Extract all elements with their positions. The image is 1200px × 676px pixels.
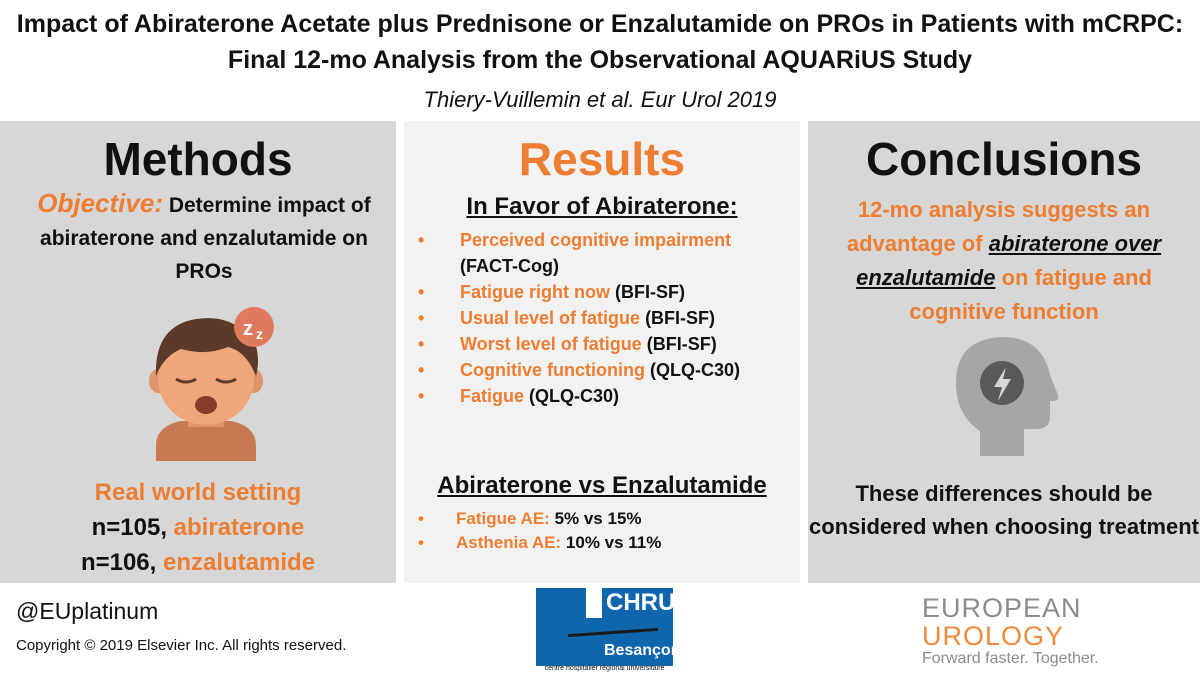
list-item: • Usual level of fatigue (BFI-SF) (418, 308, 716, 328)
eu-logo-line2: UROLOGY (922, 621, 1065, 651)
n1-drug: abiraterone (173, 514, 305, 541)
svg-text:z: z (256, 326, 263, 342)
list-item: • Asthenia AE: 10% vs 11% (418, 533, 662, 552)
setting-text: Real world setting (94, 479, 302, 506)
methods-heading: Methods (103, 133, 293, 185)
conclusion-bottom: These differences should be considered when choosing treatment (809, 481, 1199, 539)
objective-label: Objective: (37, 188, 163, 218)
chru-name: CHRU (606, 589, 676, 616)
eu-logo-line1: EUROPEAN (922, 593, 1082, 623)
list-item: • Perceived cognitive impairment (FACT-Cog) (418, 230, 732, 276)
head-lightning-icon (950, 331, 1060, 456)
results-panel (404, 121, 800, 583)
page-title: Impact of Abiraterone Acetate plus Prednisone or Enzalutamide on PROs in Patients with mCRPC: Final 12-mo Analysis from the Observational AQUARiUS Study (16, 10, 1184, 74)
sleepy-face-icon (136, 301, 276, 461)
conclusion-after: on fatigue and cognitive function (909, 265, 1152, 324)
chru-subtitle: centre hospitalier régional universitaire (544, 665, 665, 672)
conclusions-heading: Conclusions (865, 133, 1143, 185)
vs-list (414, 507, 794, 555)
favor-heading: In Favor of Abiraterone: (466, 193, 738, 220)
european-urology-logo (922, 594, 1162, 668)
n2-count: n=106, (80, 549, 157, 576)
objective-text: Determine impact of abiraterone and enzalutamide on PROs (40, 194, 371, 283)
list-item: • Fatigue right now (BFI-SF) (418, 282, 685, 302)
n-abiraterone (0, 510, 396, 545)
n2-drug: enzalutamide (163, 549, 316, 576)
n1-count: n=105, (91, 514, 167, 541)
chru-logo (536, 588, 681, 673)
objective (14, 187, 394, 288)
chru-logo-mark (586, 588, 602, 618)
eu-logo-tagline: Forward faster. Together. (922, 650, 1099, 667)
list-item: • Fatigue (QLQ-C30) (418, 386, 620, 406)
conclusion-emphasis: abiraterone over enzalutamide (856, 231, 1162, 290)
copyright: Copyright © 2019 Elsevier Inc. All rights reserved. (16, 637, 347, 654)
chru-city: Besançon (604, 642, 681, 659)
twitter-handle[interactable]: @EUplatinum (16, 598, 159, 624)
list-item: • Cognitive functioning (QLQ-C30) (418, 360, 740, 380)
methods-panel (0, 121, 396, 583)
list-item: • Worst level of fatigue (BFI-SF) (418, 334, 717, 354)
results-heading: Results (518, 133, 686, 185)
conclusions-panel (808, 121, 1200, 583)
n-enzalutamide (0, 545, 396, 580)
favor-list (414, 227, 794, 409)
vs-heading: Abiraterone vs Enzalutamide (437, 472, 767, 499)
list-item: • Fatigue AE: 5% vs 15% (418, 509, 642, 528)
conclusion-before: 12-mo analysis suggests an advantage of (846, 197, 1151, 256)
citation: Thiery-Vuillemin et al. Eur Urol 2019 (423, 87, 777, 112)
conclusion-text (818, 193, 1190, 329)
svg-text:z: z (243, 318, 253, 340)
methods-summary (0, 475, 396, 580)
